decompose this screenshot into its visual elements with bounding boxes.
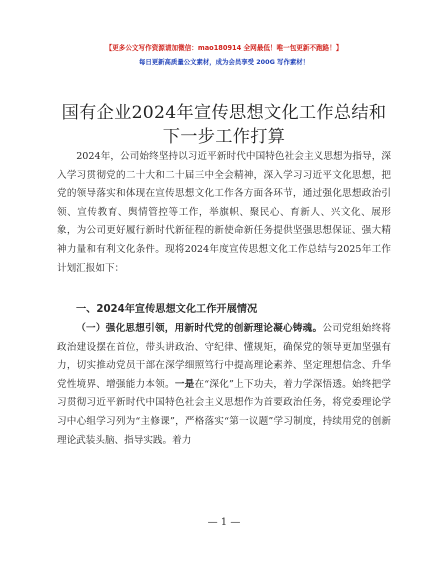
subsection-1-heading: （一）强化思想引领，用新时代党的创新理论凝心铸魂。 xyxy=(76,323,323,334)
subsection-1-text: 公司党组始终将政治建设摆在首位，带头讲政治、守纪律、懂规矩，确保党的领导更加坚强有力，切实推动党员干部在深学细照笃行中提高理论素养、坚定理想信念、升华党性境界、增强能力本领。 xyxy=(57,323,392,390)
intro-paragraph: 2024年，公司始终坚持以习近平新时代中国特色社会主义思想为指导，深入学习贯彻党的二十大和二十届三中全会精神，深入学习习近平文化思想，把党的领导落实和体现在宣传思想文化工作各方面各环节，通过强化思想政治引领、宣传教育、舆情管控等工作，举旗帜、聚民心、育新人、兴文化、展形象，为公司更好履行新时代新征程的新使命新任务提供坚强思想保证、强大精神力量和有利文化条件。现将2024年度宣传思想文化工作总结与2025年工作计划汇报如下： xyxy=(57,151,391,274)
section-heading-1: 一、2024年宣传思想文化工作开展情况 xyxy=(76,304,258,315)
point-one-text: 在“深化”上下功夫，着力学深悟透。始终把学习贯彻习近平新时代中国特色社会主义思想作为首要政治任务，将党委理论学习中心组学习列为“主修课”，严格落实“第一议题”学习制度，持续用党的创新理论武装头脑、指导实践。着力 xyxy=(57,378,392,446)
subsection-1-paragraph xyxy=(57,320,391,450)
document-title: 国有企业2024年宣传思想文化工作总结和下一步工作打算 xyxy=(61,103,387,147)
point-one-label: 一是 xyxy=(174,378,195,390)
intro-paragraph-block xyxy=(57,148,391,278)
promo-banner-line1: 【更多公文写作资源请加微信：mao180914 全网最低！唯一包更新不跑路！】 xyxy=(105,44,343,52)
promo-banner-line2: 每日更新高质量公文素材，成为会员享受 200G 写作素材！ xyxy=(138,58,310,66)
page-number: — 1 — xyxy=(207,517,241,528)
subsection-1 xyxy=(57,320,391,450)
